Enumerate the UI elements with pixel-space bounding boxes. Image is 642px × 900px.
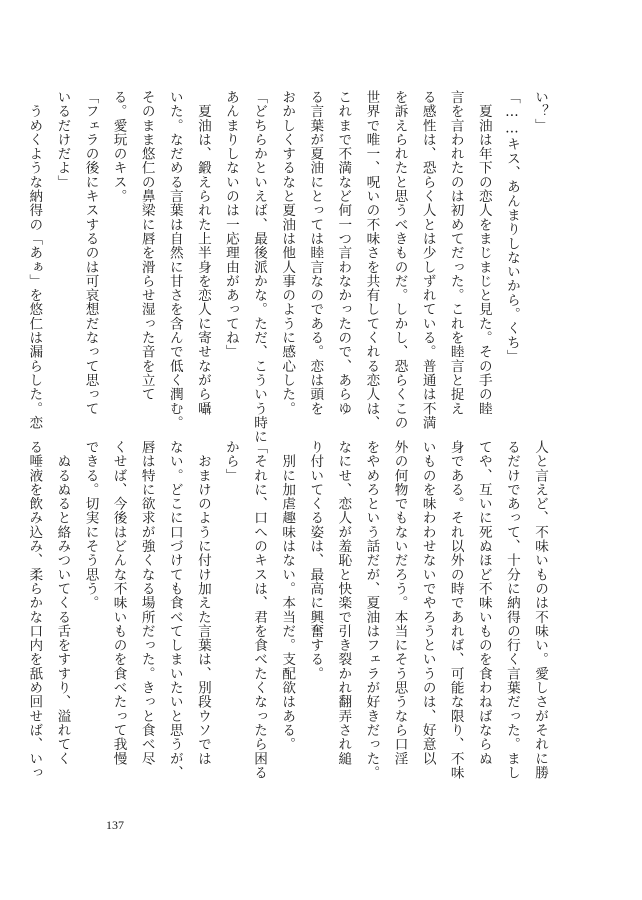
text-line: 別に加虐趣味はない。本当だ。支配欲はある。 (279, 440, 296, 752)
text-line: あんまりしないのは一応理由があってね」 (222, 90, 239, 359)
text-line: ない。どこに口づけても食べてしまいたいと思うが、 (166, 440, 183, 780)
text-line: る。愛玩のキス。 (110, 90, 127, 204)
text-line: る言葉が夏油にとっては睦言なのである。恋は頭を (307, 90, 324, 416)
lower-text-block (26, 440, 554, 780)
text-line: 言を言われたのは初めてだった。これを睦言と捉え (447, 90, 464, 416)
text-line: をやめろという話だが、夏油はフェラが好きだった。 (363, 440, 380, 780)
text-line: 夏油は年下の恋人をまじまじと見た。その手の睦 (475, 90, 492, 416)
text-line: 身である。それ以外の時であれば、可能な限り、不味 (447, 440, 464, 780)
text-line: 唇は特に欲求が強くなる場所だった。きっと食べ尽 (138, 440, 155, 766)
text-line: 世界で唯一、呪いの不味さを共有してくれる恋人は、 (363, 90, 380, 430)
text-line: いものを味わわせないでやろうというのは、好意以 (419, 440, 436, 766)
text-line: り付いてくる姿は、最高に興奮する。 (307, 440, 324, 681)
text-line: いた。なだめる言葉は自然に甘さを含んで低く潤む。 (166, 90, 183, 430)
text-line: できる。切実にそう思う。 (82, 440, 99, 610)
text-line: なにせ、恋人が羞恥と快楽で引き裂かれ翻弄され縋 (335, 440, 352, 766)
text-line: る唾液を飲み込み、柔らかな口内を舐め回せば、いっ (26, 440, 43, 780)
text-line: くせば、今後はどんな不味いものを食べたって我慢 (110, 440, 127, 766)
text-line: ぬるぬると絡みついてくる舌をすすり、溢れてく (54, 440, 71, 766)
upper-text-block (26, 90, 554, 444)
text-line: から」 (222, 440, 239, 483)
text-line: てや、互いに死ぬほど不味いものを食わねばならぬ (475, 440, 492, 766)
text-line: 「それに、口へのキスは、君を食べたくなったら困る (251, 440, 268, 780)
text-line: 外の何物でもないだろう。本当にそう思うなら口淫 (391, 440, 408, 766)
text-line: うめくような納得の「あぁ」を悠仁は漏らした。恋 (26, 90, 43, 430)
text-line: い？」 (532, 90, 548, 133)
text-line: るだけであって、十分に納得の行く言葉だった。まし (503, 440, 520, 780)
text-line: おまけのように付け加えた言葉は、別段ウソでは (194, 440, 211, 766)
text-line: いるだけだよ」 (54, 90, 71, 190)
text-line: 「どちらかといえば、最後派かな。ただ、こういう時に (251, 90, 268, 444)
text-line: おかしくするなと夏油は他人事のように感心した。 (279, 90, 296, 416)
page-number: 137 (106, 818, 124, 832)
text-line: そのまま悠仁の鼻梁に唇を滑らせ湿った音を立て (138, 90, 155, 402)
text-line: これまで不満など何一つ言わなかったので、あらゆ (335, 90, 352, 416)
text-line: 「フェラの後にキスするのは可哀想だなって思って (82, 90, 99, 416)
text-line: を訴えられたと思うべきものだ。しかし、恐らくこの (391, 90, 408, 430)
text-line: 夏油は、鍛えられた上半身を恋人に寄せながら囁 (194, 90, 211, 416)
text-line: 「……キス、あんまりしないから。くち」 (503, 90, 520, 364)
text-line: 人と言えど、不味いものは不味い。愛しさがそれに勝 (532, 440, 548, 780)
text-line: る感性は、恐らく人とは少しずれている。普通は不満 (419, 90, 436, 430)
